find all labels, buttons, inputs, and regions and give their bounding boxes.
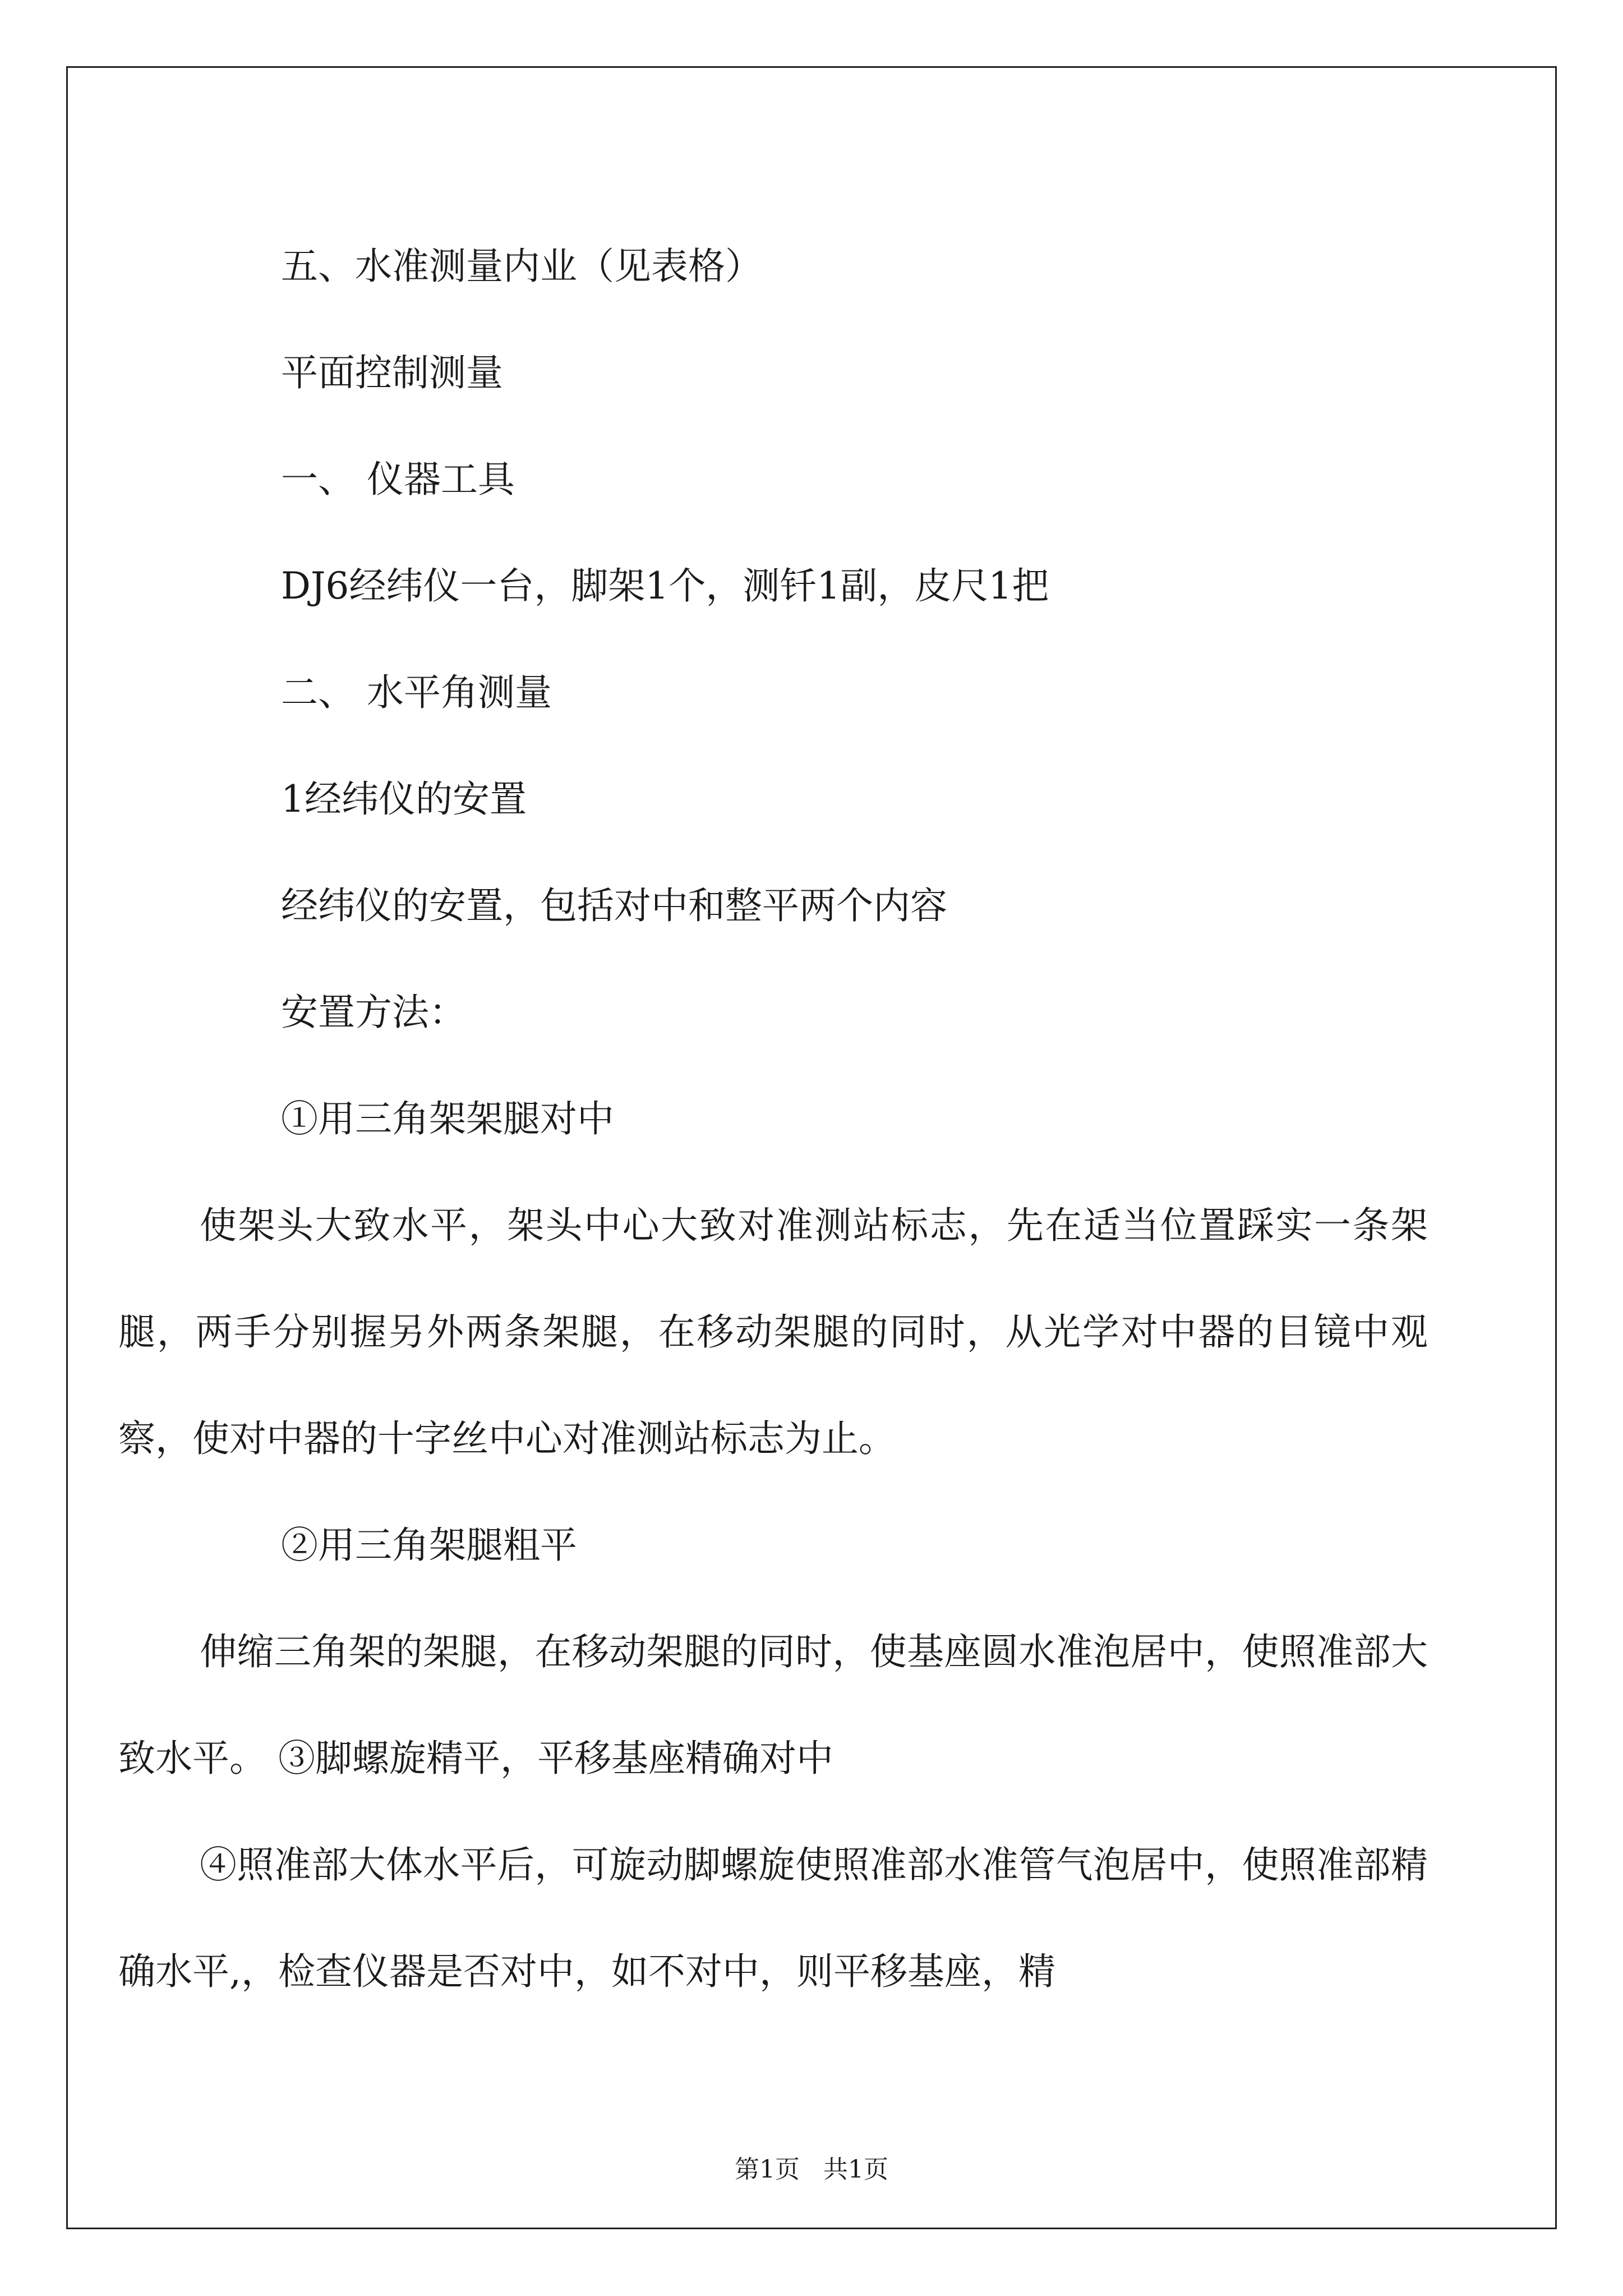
page-number: 第1页 bbox=[735, 2155, 800, 2184]
step-2-body: 伸缩三角架的架腿，在移动架腿的同时，使基座圆水准泡居中，使照准部大致水平。 ③脚螺旋精平，平移基座精确对中 bbox=[118, 1630, 1428, 1780]
document-body bbox=[118, 213, 1428, 2025]
step-4-body: ④照准部大体水平后，可旋动脚螺旋使照准部水准管气泡居中，使照准部精确水平,，检查仪器是否对中，如不对中，则平移基座，精 bbox=[118, 1843, 1428, 1993]
page-total: 共1页 bbox=[823, 2155, 888, 2184]
step-1-body: 使架头大致水平，架头中心大致对准测站标志，先在适当位置踩实一条架腿，两手分别握另外两条架腿，在移动架腿的同时，从光学对中器的目镜中观察，使对中器的十字丝中心对准测站标志为止。 bbox=[118, 1204, 1428, 1460]
subheading-horizontal-angle: 二、 水平角测量 bbox=[281, 671, 552, 714]
page-footer bbox=[0, 2153, 1623, 2187]
section-heading-plane-control: 平面控制测量 bbox=[281, 351, 503, 394]
step-1-heading: ①用三角架架腿对中 bbox=[281, 1097, 614, 1140]
instrument-list: DJ6经纬仪一台，脚架1个，测钎1副，皮尺1把 bbox=[281, 564, 1049, 608]
step-2-heading: ②用三角架腿粗平 bbox=[281, 1524, 577, 1567]
subheading-theodolite-setup: 1经纬仪的安置 bbox=[281, 777, 527, 821]
paragraph-setup-overview: 经纬仪的安置，包括对中和整平两个内容 bbox=[281, 884, 947, 927]
paragraph-setup-method: 安置方法： bbox=[281, 991, 466, 1034]
subheading-instruments: 一、 仪器工具 bbox=[281, 458, 515, 501]
section-heading-leveling-internal: 五、水准测量内业（见表格） bbox=[281, 245, 762, 288]
